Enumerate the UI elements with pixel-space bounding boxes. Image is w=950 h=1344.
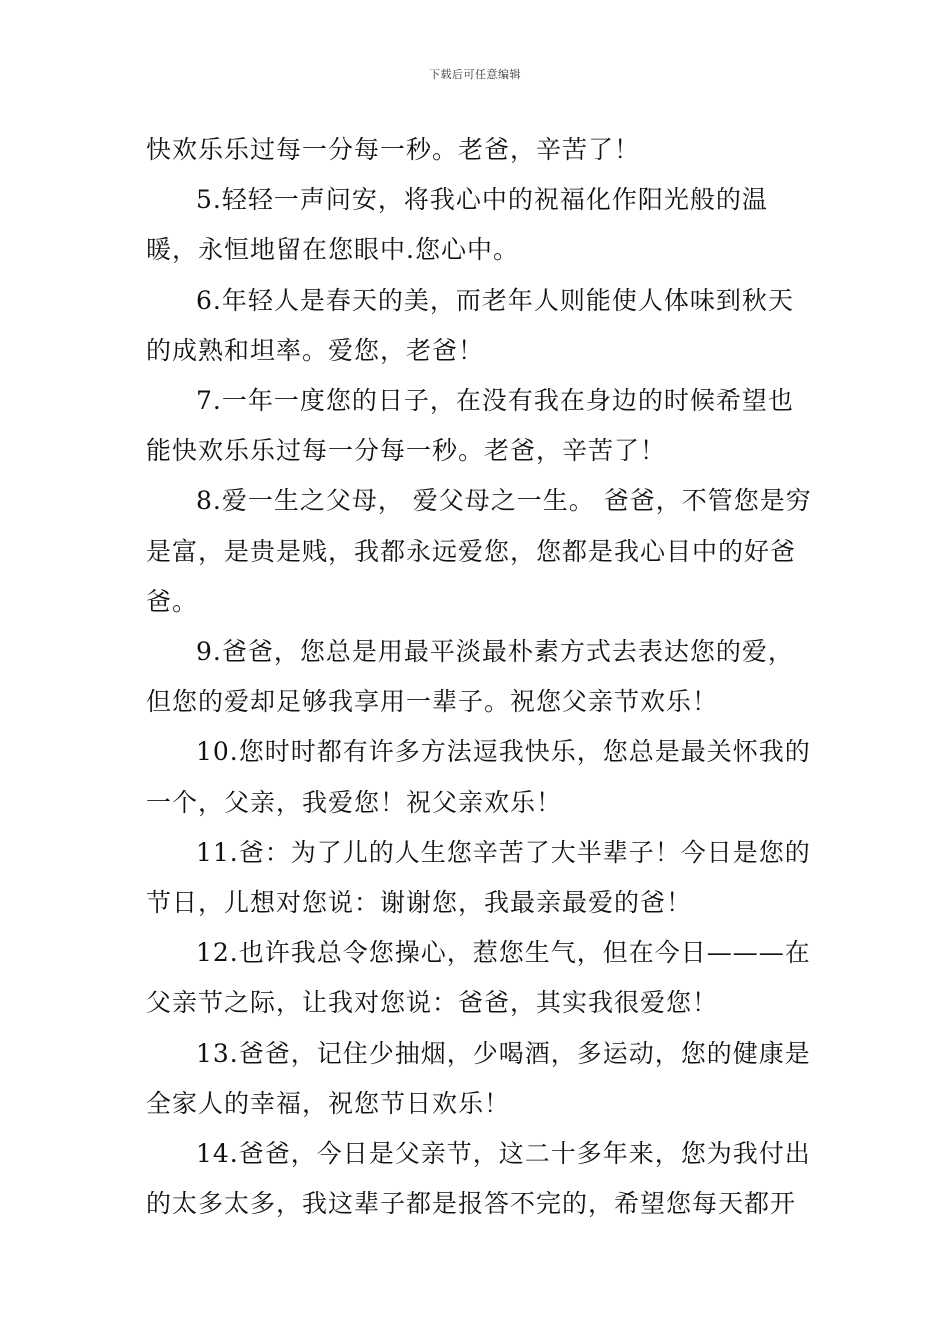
paragraph-continuation: 快欢乐乐过每一分每一秒。老爸，辛苦了！ — [146, 135, 641, 164]
paragraph-13: 13.爸爸，记住少抽烟，少喝酒，多运动，您的健康是全家人的幸福，祝您节日欢乐！ — [146, 1038, 811, 1118]
paragraph-7: 7.一年一度您的日子，在没有我在身边的时候希望也能快欢乐乐过每一分每一秒。老爸，辛苦了！ — [146, 386, 794, 466]
document-body — [146, 125, 816, 1229]
paragraph-6: 6.年轻人是春天的美，而老年人则能使人体味到秋天的成熟和坦率。爱您，老爸！ — [146, 285, 794, 365]
paragraph-9: 9.爸爸，您总是用最平淡最朴素方式去表达您的爱，但您的爱却足够我享用一辈子。祝您父亲节欢乐！ — [146, 637, 794, 717]
paragraph-11: 11.爸：为了儿的人生您辛苦了大半辈子！今日是您的节日，儿想对您说：谢谢您，我最亲最爱的爸！ — [146, 837, 811, 918]
paragraph-8: 8.爱一生之父母， 爱父母之一生。 爸爸，不管您是穷是富，是贵是贱，我都永远爱您，您都是我心目中的好爸爸。 — [146, 486, 812, 616]
page-header-note: 下载后可任意编辑 — [429, 68, 521, 81]
paragraph-12: 12.也许我总令您操心，惹您生气，但在今日———在父亲节之际，让我对您说：爸爸，其实我很爱您！ — [146, 938, 811, 1018]
paragraph-14: 14.爸爸，今日是父亲节，这二十多年来，您为我付出的太多太多，我这辈子都是报答不完的，希望您每天都开 — [146, 1139, 811, 1219]
paragraph-10: 10.您时时都有许多方法逗我快乐，您总是最关怀我的一个，父亲，我爱您！祝父亲欢乐！ — [146, 737, 811, 817]
paragraph-5: 5.轻轻一声问安，将我心中的祝福化作阳光般的温暖，永恒地留在您眼中.您心中。 — [146, 185, 768, 265]
